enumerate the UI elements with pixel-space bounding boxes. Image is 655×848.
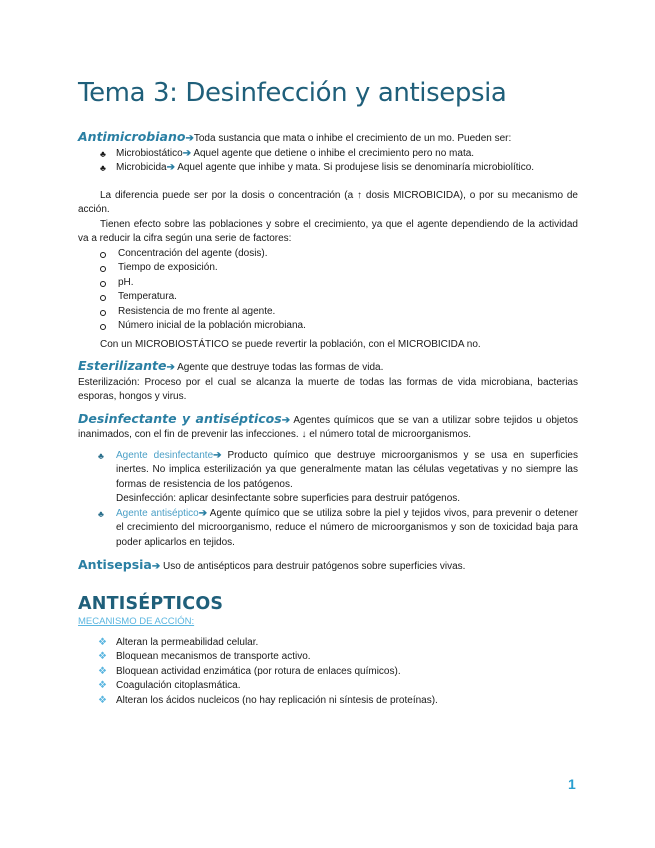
list-item — [78, 449, 578, 493]
factor-text: Temperatura. — [118, 291, 177, 302]
item-term: Microbicida — [116, 162, 167, 173]
factors-list — [78, 247, 578, 334]
mechanism-text: Bloquean actividad enzimática (por rotura de enlaces químicos). — [116, 665, 401, 677]
item-text: Agente químico que se utiliza sobre la piel y tejidos vivos, para prevenir o detener el crecimiento del microorganismo, reduce el número de microorganismos y son de toxicidad baja para poder aplicarlos en tejidos. — [116, 507, 578, 548]
arrow-icon: ➔ — [151, 561, 161, 572]
paragraph-desinfeccion: Desinfección: aplicar desinfectante sobre superficies para destruir patógenos. — [116, 493, 461, 504]
arrow-icon: ➔ — [166, 162, 175, 173]
antimicrobiano-types-list — [78, 147, 578, 176]
term-antisepsia: Antisepsia — [78, 557, 152, 572]
factor-text: Concentración del agente (dosis). — [118, 247, 268, 259]
factor-text: Tiempo de exposición. — [118, 262, 218, 273]
paragraph-esterilizacion: Esterilización: Proceso por el cual se alcanza la muerte de todas las formas de vida microbiana, bacterias esporas, hongos y virus. — [78, 376, 578, 402]
desinfectante-def: Agentes químicos que se van a utilizar sobre tejidos u objetos inanimados, con el fin de prevenir las infecciones. ↓ el número total de microorganismos. — [78, 414, 579, 440]
mechanism-text: Alteran los ácidos nucleicos (no hay replicación ni síntesis de proteínas). — [116, 694, 438, 706]
circle-bullet-icon — [100, 295, 106, 301]
club-bullet-icon: ♣ — [100, 148, 106, 159]
list-item — [78, 261, 578, 276]
antisepsia-definition — [78, 558, 578, 575]
diamond-bullet-icon: ❖ — [98, 680, 107, 691]
desinfectante-definition — [78, 412, 578, 443]
diamond-bullet-icon: ❖ — [98, 665, 107, 677]
antimicrobiano-definition — [78, 130, 578, 147]
paragraph-efecto: Tienen efecto sobre las poblaciones y sobre el crecimiento, ya que el agente dependiendo de la actividad va a reducir la cifra según una serie de factores: — [78, 218, 578, 244]
paragraph-diferencia: La diferencia puede ser por la dosis o concentración (a ↑ dosis MICROBICIDA), o por su mecanismo de acción. — [78, 189, 578, 215]
esterilizante-def: Agente que destruye todas las formas de vida. — [174, 362, 384, 373]
mechanism-text: Bloquean mecanismos de transporte activo. — [116, 651, 311, 662]
list-item — [78, 290, 578, 305]
arrow-icon: ➔ — [281, 414, 291, 426]
esterilizante-definition — [78, 359, 578, 376]
arrow-icon: ➔ — [182, 147, 192, 159]
factor-text: Resistencia de mo frente al agente. — [118, 305, 276, 317]
list-item — [78, 147, 578, 162]
club-bullet-icon: ♣ — [98, 508, 104, 519]
club-bullet-icon: ♣ — [100, 163, 106, 173]
antimicrobiano-def: Toda sustancia que mata o inhibe el crecimiento de un mo. Pueden ser: — [193, 133, 512, 144]
antisepsia-def: Uso de antisépticos para destruir patógenos sobre superficies vivas. — [160, 561, 466, 572]
list-item — [78, 319, 578, 334]
arrow-icon: ➔ — [198, 507, 208, 519]
circle-bullet-icon — [100, 310, 106, 316]
term-desinfectante: Desinfectante y antisépticos — [78, 410, 282, 426]
paragraph-microbiostatico: Con un MICROBIOSTÁTICO se puede revertir la población, con el MICROBICIDA no. — [100, 338, 481, 350]
circle-bullet-icon — [100, 266, 106, 272]
term-esterilizante: Esterilizante — [78, 358, 167, 373]
circle-bullet-icon — [100, 281, 106, 287]
list-item — [78, 276, 578, 291]
mechanism-text: Alteran la permeabilidad celular. — [116, 636, 259, 648]
list-item — [78, 694, 578, 709]
document-body — [78, 130, 578, 708]
factor-text: Número inicial de la población microbiana. — [118, 320, 306, 331]
diamond-bullet-icon: ❖ — [98, 694, 107, 706]
agentes-list — [78, 449, 578, 493]
mechanisms-list — [78, 636, 578, 709]
list-item — [78, 636, 578, 651]
section-heading-antisepticos: ANTISÉPTICOS — [78, 593, 224, 614]
list-item — [78, 507, 578, 551]
item-term: Agente desinfectante — [116, 449, 214, 461]
item-text: Aquel agente que detiene o inhibe el crecimiento pero no mata. — [191, 147, 475, 159]
list-item — [78, 305, 578, 320]
factor-text: pH. — [118, 276, 134, 288]
circle-bullet-icon — [100, 324, 106, 330]
subheading-mecanismo: MECANISMO DE ACCIÓN: — [78, 616, 195, 627]
arrow-icon: ➔ — [213, 449, 222, 461]
agentes-list-2 — [78, 507, 578, 551]
page-title: Tema 3: Desinfección y antisepsia — [78, 78, 507, 108]
mechanism-text: Coagulación citoplasmática. — [116, 680, 241, 691]
list-item — [78, 161, 578, 176]
arrow-icon: ➔ — [166, 362, 175, 373]
arrow-icon: ➔ — [185, 133, 194, 144]
term-antimicrobiano: Antimicrobiano — [78, 129, 186, 144]
item-text: Aquel agente que inhibe y mata. Si produjese lisis se denominaría microbiolítico. — [174, 162, 535, 173]
item-text: Producto químico que destruye microorganismos y se usa en superficies inertes. No implica esterilización ya que generalmente matan las células vegetativas y no siempre las formas de resistencia de los patógenos. — [116, 449, 578, 490]
diamond-bullet-icon: ❖ — [98, 636, 107, 648]
diamond-bullet-icon: ❖ — [98, 651, 107, 662]
circle-bullet-icon — [100, 252, 106, 258]
list-item — [78, 665, 578, 680]
page-number: 1 — [568, 776, 576, 792]
list-item — [78, 247, 578, 262]
item-term: Agente antiséptico — [116, 507, 199, 519]
list-item — [78, 650, 578, 665]
item-term: Microbiostático — [116, 147, 183, 159]
club-bullet-icon: ♣ — [98, 450, 104, 461]
list-item — [78, 679, 578, 694]
